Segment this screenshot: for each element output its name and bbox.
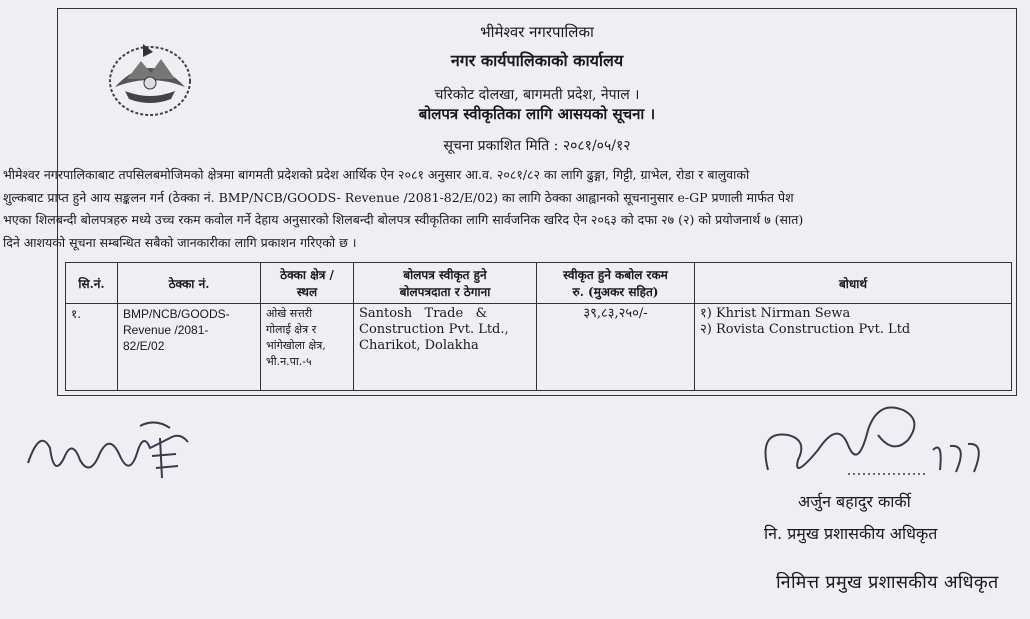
office-address: चरिकोट दोलखा, बागमती प्रदेश, नेपाल ।	[434, 87, 640, 103]
header-amount: स्वीकृत हुने कबोल रकम रु. (मुअकर सहित)	[537, 263, 695, 304]
handwritten-signature-right	[728, 390, 988, 490]
cell-amount: ३९,८३,२५०/-	[537, 304, 695, 391]
cell-contract-no: BMP/NCB/GOODS- Revenue /2081- 82/E/02	[118, 304, 261, 391]
published-date: सूचना प्रकाशित मिति : २०८१/०५/१२	[443, 138, 631, 154]
cell-area: ओखे सत्तरी गोलाई क्षेत्र र भांगेखोला क्षेत्र, भी.न.पा.-५	[261, 304, 354, 391]
header-sn: सि.नं.	[66, 263, 118, 304]
header-contract-no: ठेक्का नं.	[118, 263, 261, 304]
header-informed: बोधार्थ	[695, 263, 1012, 304]
cell-bidder: Santosh Trade & Construction Pvt. Ltd., Charikot, Dolakha	[354, 304, 537, 391]
notice-title: बोलपत्र स्वीकृतिका लागि आसयको सूचना ।	[418, 105, 656, 123]
signatory-title: नि. प्रमुख प्रशासकीय अधिकृत	[764, 524, 938, 543]
signatory-name: अर्जुन बहादुर कार्की	[798, 492, 911, 511]
office-name: नगर कार्यपालिकाको कार्यालय	[450, 51, 624, 70]
header-bidder: बोलपत्र स्वीकृत हुने बोलपत्रदाता र ठेगाना	[354, 263, 537, 304]
body-line: शुल्कबाट प्राप्त हुने आय सङ्कलन गर्न (ठेक्का नं. BMP/NCB/GOODS- Revenue /2081-82/E/02) का लागि ठेक्का आह्वानको सूचनानुसार e-GP प्रणाली मार्फत पेश	[3, 189, 794, 205]
cell-sn: १.	[66, 304, 118, 391]
acting-officer-stamp: निमित्त प्रमुख प्रशासकीय अधिकृत	[776, 572, 999, 593]
cell-informed: १) Khrist Nirman Sewa २) Rovista Construction Pvt. Ltd	[695, 304, 1012, 391]
body-line: दिने आशयको सूचना सम्बन्धित सबैको जानकारीका लागि प्रकाशन गरिएको छ ।	[3, 234, 357, 250]
handwritten-signature-left	[20, 408, 210, 498]
table-header-row	[66, 263, 1012, 304]
header-area: ठेक्का क्षेत्र / स्थल	[261, 263, 354, 304]
notice-body	[3, 164, 1028, 254]
body-line: भएका शिलबन्दी बोलपत्रहरु मध्ये उच्च रकम कवोल गर्ने देहाय अनुसारको शिलबन्दी बोलपत्र स्वीकृतिका लागि सार्वजनिक खरिद ऐन २०६३ को दफा २७ (२) को प्रयोजनार्थ ७ (सात)	[3, 212, 804, 227]
notice-box	[3, 8, 1017, 396]
award-table	[65, 262, 1012, 391]
table-row	[66, 304, 1012, 391]
municipality-name: भीमेश्वर नगरपालिका	[480, 23, 594, 41]
body-line: भीमेश्वर नगरपालिकाबाट तपसिलबमोजिमको क्षेत्रमा बागमती प्रदेशको प्रदेश आर्थिक ऐन २०८१ अनुसार आ.व. २०८१/८२ का लागि ढुङ्गा, गिट्टी, ग्राभेल, रोडा र बालुवाको	[3, 167, 750, 182]
